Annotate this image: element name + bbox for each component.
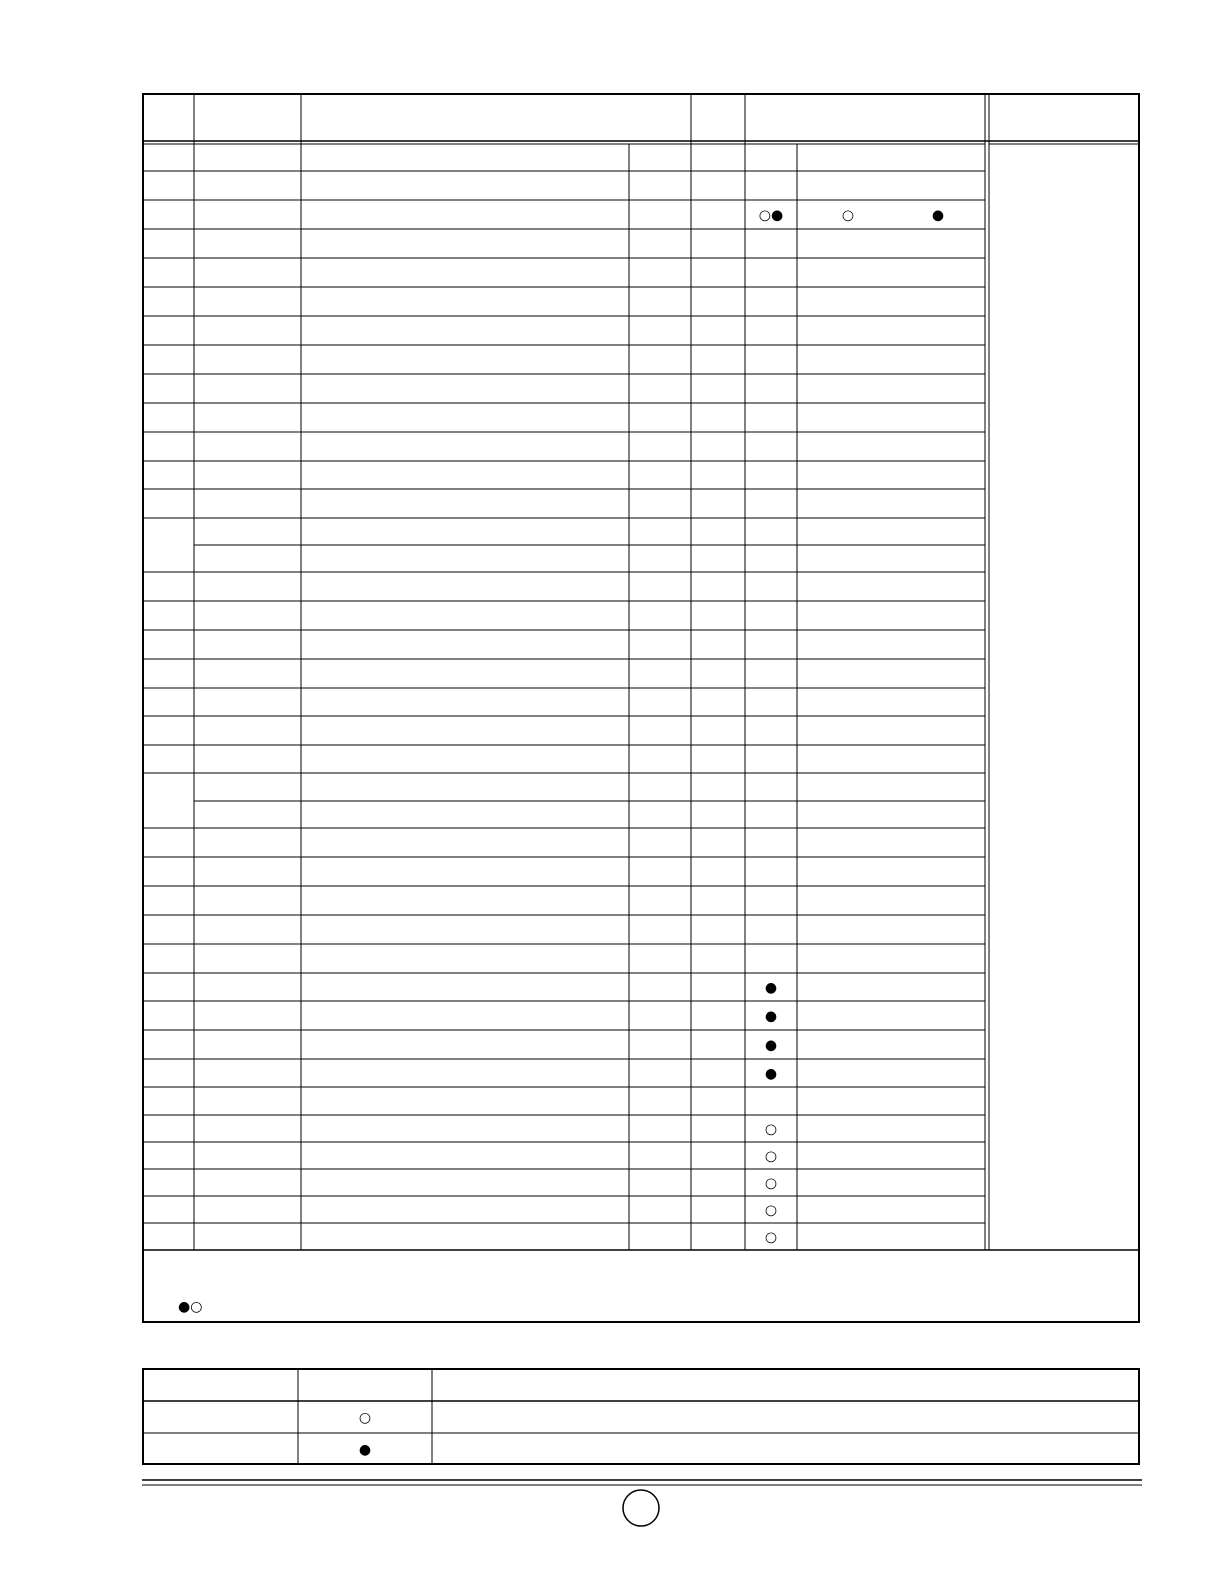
legend-table-marks bbox=[359, 1410, 371, 1458]
main-table bbox=[143, 94, 1139, 1322]
legend-symbol-filled: ● bbox=[358, 1442, 372, 1458]
rating-mark: ○ bbox=[764, 1202, 778, 1219]
legend-table bbox=[143, 1369, 1139, 1464]
rating-mark: ○ bbox=[764, 1148, 778, 1165]
legend-table-border bbox=[143, 1369, 1139, 1464]
legend-symbol-open: ○ bbox=[358, 1410, 372, 1426]
main-table-border bbox=[143, 94, 1139, 1322]
rating-mark: ○ bbox=[764, 1121, 778, 1138]
footnote-area bbox=[178, 1299, 202, 1315]
rating-mark: ● bbox=[764, 1066, 778, 1082]
mark-col-b: ● bbox=[931, 207, 945, 224]
rating-mark: ● bbox=[764, 1008, 778, 1025]
rating-mark: ○● bbox=[758, 207, 784, 224]
page-number-circle bbox=[623, 1490, 659, 1526]
mark-col-a: ○ bbox=[841, 207, 855, 224]
main-table-marks bbox=[759, 208, 944, 1246]
rating-mark: ● bbox=[764, 1037, 778, 1054]
rating-mark: ● bbox=[764, 980, 778, 996]
page-footer bbox=[142, 1480, 1142, 1526]
rating-mark: ○ bbox=[764, 1175, 778, 1192]
footnote-symbols: ●○ bbox=[178, 1299, 203, 1315]
rating-mark: ○ bbox=[764, 1229, 778, 1246]
